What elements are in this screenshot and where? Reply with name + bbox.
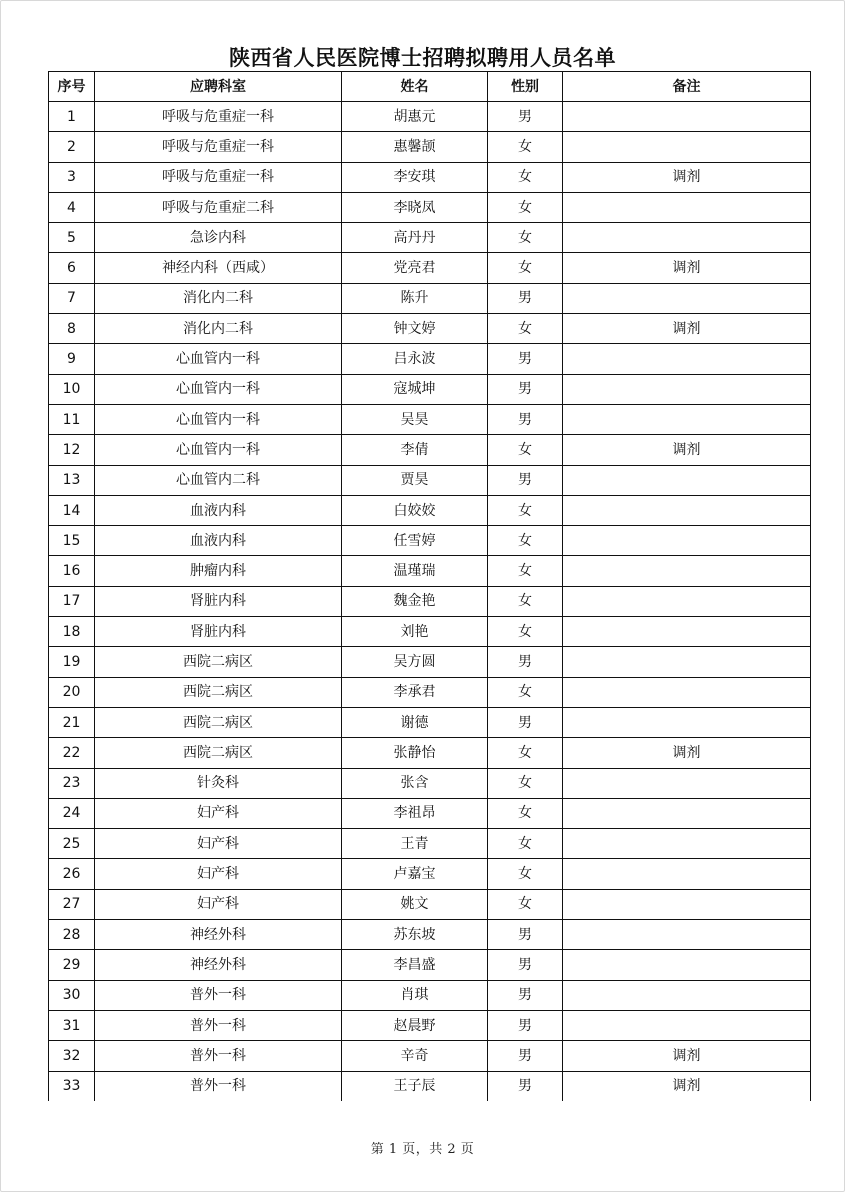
cell-gender: 女 [488,253,563,283]
cell-name: 魏金艳 [342,586,488,616]
table-row [49,980,811,1010]
table-row [49,1071,811,1101]
header-remarks: 备注 [563,72,811,102]
cell-name: 胡惠元 [342,102,488,132]
cell-department: 心血管内一科 [95,344,342,374]
cell-serial-number: 7 [49,283,95,313]
cell-name: 姚文 [342,889,488,919]
cell-department: 神经外科 [95,920,342,950]
table-row [49,374,811,404]
cell-department: 呼吸与危重症二科 [95,192,342,222]
cell-remarks [563,283,811,313]
table-row [49,677,811,707]
cell-serial-number: 11 [49,404,95,434]
cell-serial-number: 18 [49,617,95,647]
cell-gender: 男 [488,950,563,980]
cell-serial-number: 2 [49,132,95,162]
cell-name: 寇城坤 [342,374,488,404]
cell-name: 党亮君 [342,253,488,283]
cell-department: 西院二病区 [95,707,342,737]
cell-remarks: 调剂 [563,1041,811,1071]
cell-gender: 男 [488,1010,563,1040]
table-row [49,435,811,465]
cell-department: 肾脏内科 [95,617,342,647]
table-row [49,647,811,677]
cell-name: 陈升 [342,283,488,313]
document-title: 陕西省人民医院博士招聘拟聘用人员名单 [229,45,616,70]
cell-gender: 男 [488,404,563,434]
cell-gender: 女 [488,495,563,525]
cell-name: 肖琪 [342,980,488,1010]
cell-name: 白姣姣 [342,495,488,525]
cell-name: 张含 [342,768,488,798]
cell-department: 消化内二科 [95,283,342,313]
cell-remarks [563,829,811,859]
cell-gender: 女 [488,314,563,344]
cell-department: 呼吸与危重症一科 [95,102,342,132]
table-row [49,798,811,828]
cell-name: 李安琪 [342,162,488,192]
cell-name: 李祖昂 [342,798,488,828]
cell-department: 心血管内一科 [95,374,342,404]
cell-gender: 女 [488,798,563,828]
cell-serial-number: 32 [49,1041,95,1071]
cell-gender: 男 [488,465,563,495]
cell-serial-number: 29 [49,950,95,980]
cell-remarks: 调剂 [563,435,811,465]
cell-name: 温瑾瑞 [342,556,488,586]
cell-remarks: 调剂 [563,738,811,768]
cell-department: 呼吸与危重症一科 [95,132,342,162]
cell-serial-number: 1 [49,102,95,132]
table-row [49,859,811,889]
cell-serial-number: 20 [49,677,95,707]
table-row [49,707,811,737]
table-row [49,1010,811,1040]
cell-name: 李倩 [342,435,488,465]
cell-department: 神经外科 [95,950,342,980]
cell-remarks [563,889,811,919]
cell-name: 贾昊 [342,465,488,495]
cell-gender: 女 [488,829,563,859]
cell-gender: 男 [488,920,563,950]
cell-gender: 女 [488,526,563,556]
cell-serial-number: 21 [49,707,95,737]
cell-name: 赵晨野 [342,1010,488,1040]
cell-gender: 女 [488,132,563,162]
cell-serial-number: 19 [49,647,95,677]
table-row [49,102,811,132]
cell-name: 高丹丹 [342,223,488,253]
cell-serial-number: 22 [49,738,95,768]
table-row [49,829,811,859]
cell-department: 妇产科 [95,889,342,919]
cell-name: 吴方圆 [342,647,488,677]
cell-serial-number: 26 [49,859,95,889]
table-row [49,253,811,283]
cell-remarks [563,495,811,525]
cell-name: 吴昊 [342,404,488,434]
cell-department: 呼吸与危重症一科 [95,162,342,192]
cell-name: 李晓凤 [342,192,488,222]
cell-department: 血液内科 [95,526,342,556]
cell-department: 肾脏内科 [95,586,342,616]
cell-gender: 男 [488,707,563,737]
cell-remarks [563,465,811,495]
header-serial-number: 序号 [49,72,95,102]
cell-department: 西院二病区 [95,647,342,677]
cell-name: 钟文婷 [342,314,488,344]
cell-remarks [563,1010,811,1040]
header-name: 姓名 [342,72,488,102]
cell-serial-number: 25 [49,829,95,859]
cell-serial-number: 3 [49,162,95,192]
cell-remarks [563,223,811,253]
cell-remarks [563,344,811,374]
cell-serial-number: 23 [49,768,95,798]
cell-remarks [563,707,811,737]
cell-remarks [563,768,811,798]
cell-gender: 女 [488,162,563,192]
cell-gender: 女 [488,889,563,919]
cell-remarks [563,556,811,586]
cell-gender: 女 [488,435,563,465]
table-row [49,132,811,162]
cell-department: 西院二病区 [95,738,342,768]
cell-name: 辛奇 [342,1041,488,1071]
table-row [49,556,811,586]
cell-department: 血液内科 [95,495,342,525]
cell-serial-number: 14 [49,495,95,525]
cell-name: 刘艳 [342,617,488,647]
cell-name: 李昌盛 [342,950,488,980]
cell-remarks [563,798,811,828]
cell-remarks: 调剂 [563,162,811,192]
cell-serial-number: 8 [49,314,95,344]
cell-serial-number: 4 [49,192,95,222]
cell-gender: 女 [488,556,563,586]
cell-department: 肿瘤内科 [95,556,342,586]
cell-remarks [563,132,811,162]
cell-remarks [563,526,811,556]
cell-gender: 女 [488,677,563,707]
cell-serial-number: 24 [49,798,95,828]
table-row [49,344,811,374]
cell-remarks [563,920,811,950]
cell-gender: 男 [488,374,563,404]
cell-gender: 男 [488,344,563,374]
cell-serial-number: 10 [49,374,95,404]
cell-serial-number: 13 [49,465,95,495]
table-row [49,223,811,253]
table-row [49,192,811,222]
cell-gender: 女 [488,586,563,616]
cell-gender: 男 [488,1041,563,1071]
cell-gender: 男 [488,647,563,677]
cell-remarks [563,374,811,404]
table-row [49,495,811,525]
cell-department: 急诊内科 [95,223,342,253]
cell-serial-number: 27 [49,889,95,919]
cell-remarks [563,586,811,616]
table-body [49,102,811,1101]
table-row [49,404,811,434]
table-row [49,283,811,313]
table-row [49,920,811,950]
cell-serial-number: 15 [49,526,95,556]
cell-gender: 女 [488,738,563,768]
cell-department: 普外一科 [95,980,342,1010]
cell-remarks [563,617,811,647]
cell-gender: 男 [488,102,563,132]
cell-remarks [563,647,811,677]
cell-department: 消化内二科 [95,314,342,344]
cell-name: 李承君 [342,677,488,707]
table-header-row [49,72,811,102]
cell-serial-number: 6 [49,253,95,283]
cell-department: 心血管内二科 [95,465,342,495]
cell-gender: 男 [488,283,563,313]
cell-gender: 女 [488,192,563,222]
cell-remarks [563,677,811,707]
cell-name: 任雪婷 [342,526,488,556]
table-row [49,768,811,798]
cell-name: 吕永波 [342,344,488,374]
cell-gender: 男 [488,1071,563,1101]
cell-department: 妇产科 [95,859,342,889]
cell-department: 妇产科 [95,798,342,828]
cell-gender: 男 [488,980,563,1010]
cell-name: 卢嘉宝 [342,859,488,889]
cell-remarks [563,950,811,980]
table-row [49,617,811,647]
cell-gender: 女 [488,223,563,253]
cell-department: 心血管内一科 [95,435,342,465]
cell-gender: 女 [488,617,563,647]
table-row [49,526,811,556]
header-gender: 性别 [488,72,563,102]
cell-name: 谢德 [342,707,488,737]
candidate-table [48,71,811,1101]
cell-department: 心血管内一科 [95,404,342,434]
cell-serial-number: 5 [49,223,95,253]
cell-name: 王子辰 [342,1071,488,1101]
cell-serial-number: 17 [49,586,95,616]
cell-remarks [563,404,811,434]
cell-remarks [563,102,811,132]
cell-name: 张静怡 [342,738,488,768]
cell-remarks: 调剂 [563,253,811,283]
cell-department: 神经内科（西咸） [95,253,342,283]
cell-name: 惠馨颉 [342,132,488,162]
table-row [49,162,811,192]
cell-department: 普外一科 [95,1041,342,1071]
cell-serial-number: 30 [49,980,95,1010]
table-row [49,465,811,495]
cell-department: 普外一科 [95,1010,342,1040]
table-row [49,586,811,616]
cell-serial-number: 33 [49,1071,95,1101]
cell-name: 王青 [342,829,488,859]
cell-remarks [563,980,811,1010]
cell-gender: 女 [488,859,563,889]
cell-department: 普外一科 [95,1071,342,1101]
cell-serial-number: 9 [49,344,95,374]
cell-remarks: 调剂 [563,314,811,344]
cell-serial-number: 12 [49,435,95,465]
header-department: 应聘科室 [95,72,342,102]
table-row [49,738,811,768]
cell-serial-number: 28 [49,920,95,950]
cell-remarks [563,192,811,222]
cell-name: 苏东坡 [342,920,488,950]
table-row [49,889,811,919]
cell-serial-number: 16 [49,556,95,586]
table-row [49,314,811,344]
cell-department: 西院二病区 [95,677,342,707]
cell-department: 妇产科 [95,829,342,859]
cell-department: 针灸科 [95,768,342,798]
cell-remarks: 调剂 [563,1071,811,1101]
table-row [49,1041,811,1071]
table-row [49,950,811,980]
cell-remarks [563,859,811,889]
page-footer: 第 1 页，共 2 页 [370,1142,475,1157]
cell-gender: 女 [488,768,563,798]
cell-serial-number: 31 [49,1010,95,1040]
